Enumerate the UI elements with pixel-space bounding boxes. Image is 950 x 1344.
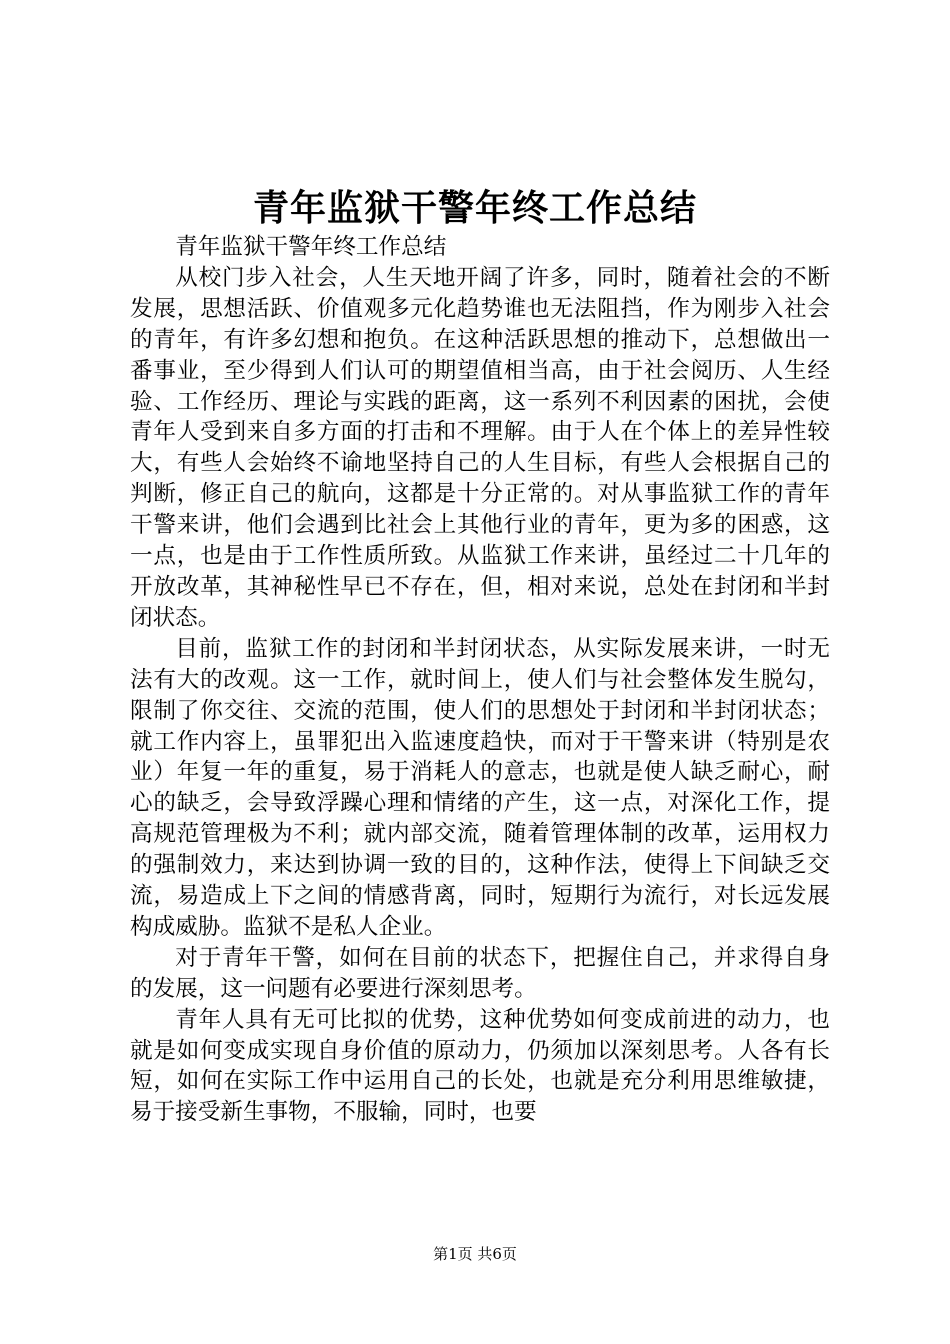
body-paragraph-1: 从校门步入社会，人生天地开阔了许多，同时，随着社会的不断发展，思想活跃、价值观多元化趋势谁也无法阻挡，作为刚步入社会的青年，有许多幻想和抱负。在这种活跃思想的推动下，总想做出一番事业，至少得到人们认可的期望值相当高，由于社会阅历、人生经验、工作经历、理论与实践的距离，这一系列不利因素的困扰，会使青年人受到来自多方面的打击和不理解。由于人在个体上的差异性较大，有些人会始终不谕地坚持自己的人生目标，有些人会根据自己的判断，修正自己的航向，这都是十分正常的。对从事监狱工作的青年干警来讲，他们会遇到比社会上其他行业的青年，更为多的困惑，这一点，也是由于工作性质所致。从监狱工作来讲，虽经过二十几年的开放改革，其神秘性早已不存在，但，相对来说，总处在封闭和半封闭状态。	[130, 264, 830, 631]
subtitle-paragraph: 青年监狱干警年终工作总结	[175, 234, 447, 260]
document-body	[130, 232, 830, 1128]
document-title: 青年监狱干警年终工作总结	[252, 188, 697, 229]
body-paragraph-4: 青年人具有无可比拟的优势，这种优势如何变成前进的动力，也就是如何变成实现自身价值的原动力，仍须加以深刻思考。人各有长短，如何在实际工作中运用自己的长处，也就是充分利用思维敏捷，易于接受新生事物，不服输，同时，也要	[130, 1006, 830, 1126]
body-paragraph-2: 目前，监狱工作的封闭和半封闭状态，从实际发展来讲，一时无法有大的改观。这一工作，就时间上，使人们与社会整体发生脱勾，限制了你交往、交流的范围，使人们的思想处于封闭和半封闭状态；就工作内容上，虽罪犯出入监速度趋快，而对于干警来讲（特别是农业）年复一年的重复，易于消耗人的意志，也就是使人缺乏耐心，耐心的缺乏，会导致浮躁心理和情绪的产生，这一点，对深化工作，提高规范管理极为不利；就内部交流，随着管理体制的改革，运用权力的强制效力，来达到协调一致的目的，这种作法，使得上下间缺乏交流，易造成上下之间的情感背离，同时，短期行为流行，对长远发展构成威胁。监狱不是私人企业。	[130, 635, 830, 940]
body-paragraph-3: 对于青年干警，如何在目前的状态下，把握住自己，并求得自身的发展，这一问题有必要进行深刻思考。	[130, 944, 830, 1002]
page-number-footer: 第1页 共6页	[433, 1245, 517, 1263]
